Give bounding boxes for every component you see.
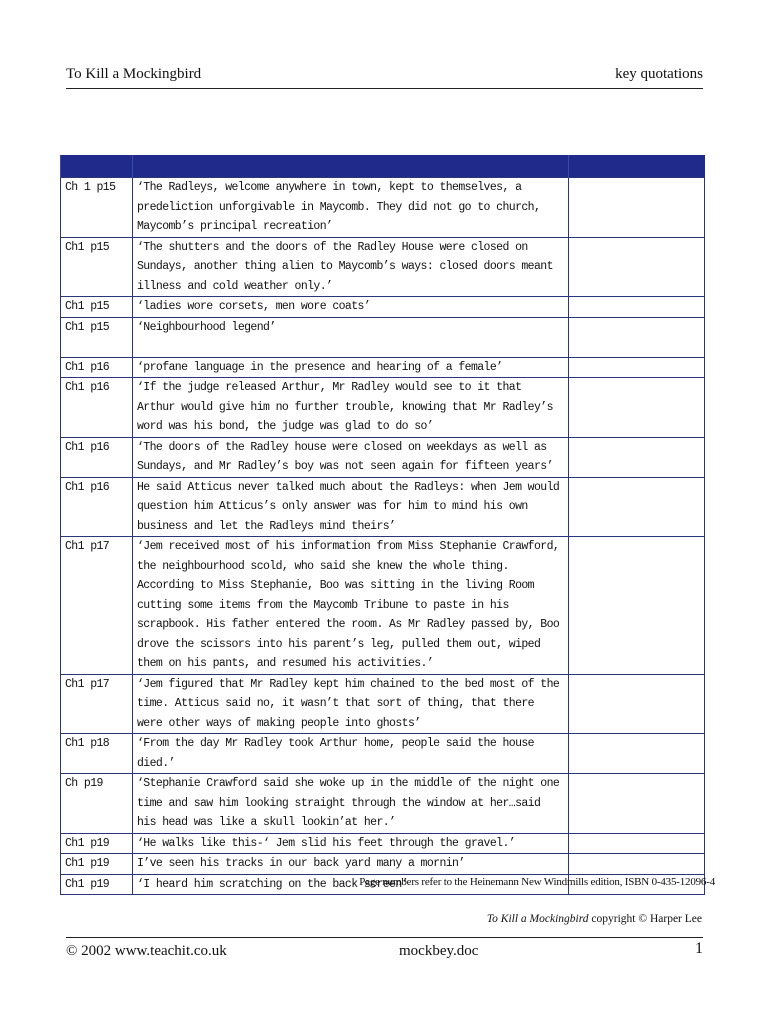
table-row — [61, 477, 705, 537]
table-row — [61, 854, 705, 875]
chapter-page-reference: Ch1 p18 — [61, 734, 133, 774]
chapter-page-reference: Ch1 p17 — [61, 537, 133, 675]
notes-cell[interactable] — [569, 774, 705, 834]
copyright-holder: copyright © Harper Lee — [588, 913, 702, 925]
notes-cell[interactable] — [569, 317, 705, 357]
document-title: To Kill a Mockingbird — [66, 66, 202, 82]
table-row — [61, 357, 705, 378]
notes-cell[interactable] — [569, 357, 705, 378]
table-row — [61, 437, 705, 477]
table-row — [61, 774, 705, 834]
notes-cell[interactable] — [569, 734, 705, 774]
footer-copyright: © 2002 www.teachit.co.uk — [66, 943, 227, 959]
header-cell-reference — [61, 155, 133, 178]
quotation-text: ‘If the judge released Arthur, Mr Radley would see to it that Arthur would give him no further trouble, knowing that Mr Radley’s word was his bond, the judge was glad to do so’ — [133, 378, 569, 438]
quotation-text: ‘The doors of the Radley house were closed on weekdays as well as Sundays, and Mr Radley’s boy was not seen again for fifteen years’ — [133, 437, 569, 477]
table-row — [61, 178, 705, 238]
table-row — [61, 297, 705, 318]
notes-cell[interactable] — [569, 477, 705, 537]
chapter-page-reference: Ch1 p15 — [61, 317, 133, 357]
chapter-page-reference: Ch p19 — [61, 774, 133, 834]
chapter-page-reference: Ch 1 p15 — [61, 178, 133, 238]
page-number: 1 — [695, 940, 703, 957]
chapter-page-reference: Ch1 p15 — [61, 237, 133, 297]
quotation-text: I’ve seen his tracks in our back yard many a mornin’ — [133, 854, 569, 875]
chapter-page-reference: Ch1 p19 — [61, 854, 133, 875]
copyright-line — [487, 913, 702, 925]
notes-cell[interactable] — [569, 833, 705, 854]
notes-cell[interactable] — [569, 378, 705, 438]
table-row — [61, 537, 705, 675]
quotation-text: ‘He walks like this-‘ Jem slid his feet through the gravel.’ — [133, 833, 569, 854]
notes-cell[interactable] — [569, 178, 705, 238]
chapter-page-reference: Ch1 p19 — [61, 833, 133, 854]
notes-cell[interactable] — [569, 854, 705, 875]
chapter-page-reference: Ch1 p16 — [61, 357, 133, 378]
copyright-book-title: To Kill a Mockingbird — [486, 913, 589, 925]
quotation-text: ‘profane language in the presence and hearing of a female’ — [133, 357, 569, 378]
notes-cell[interactable] — [569, 537, 705, 675]
table-row — [61, 674, 705, 734]
header-cell-notes — [569, 155, 705, 178]
quotation-text: ‘The shutters and the doors of the Radley House were closed on Sundays, another thing alien to Maycomb’s ways: closed doors meant illness and cold weather only.’ — [133, 237, 569, 297]
page-header — [66, 64, 703, 89]
document-subtitle: key quotations — [615, 66, 703, 82]
chapter-page-reference: Ch1 p15 — [61, 297, 133, 318]
chapter-page-reference: Ch1 p19 — [61, 874, 133, 895]
table-row — [61, 378, 705, 438]
quotation-text: ‘From the day Mr Radley took Arthur home, people said the house died.’ — [133, 734, 569, 774]
chapter-page-reference: Ch1 p17 — [61, 674, 133, 734]
quotation-text: ‘Neighbourhood legend’ — [133, 317, 569, 357]
quotation-text: He said Atticus never talked much about the Radleys: when Jem would question him Atticus’s only answer was for him to mind his own business and let the Radleys mind theirs’ — [133, 477, 569, 537]
quotations-table — [60, 155, 705, 895]
notes-cell[interactable] — [569, 237, 705, 297]
quotation-text: ‘Jem figured that Mr Radley kept him chained to the bed most of the time. Atticus said no, it wasn’t that sort of thing, that there were other ways of making people into ghosts’ — [133, 674, 569, 734]
chapter-page-reference: Ch1 p16 — [61, 477, 133, 537]
notes-cell[interactable] — [569, 437, 705, 477]
notes-cell[interactable] — [569, 297, 705, 318]
notes-cell[interactable] — [569, 674, 705, 734]
quotation-text: ‘Stephanie Crawford said she woke up in the middle of the night one time and saw him looking straight through the window at her…said his head was like a skull lookin’at her.’ — [133, 774, 569, 834]
table-row — [61, 237, 705, 297]
table-row — [61, 317, 705, 357]
edition-note: Page numbers refer to the Heinemann New Windmills edition, ISBN 0-435-12096-4 — [359, 876, 715, 888]
chapter-page-reference: Ch1 p16 — [61, 378, 133, 438]
quotation-text: ‘Jem received most of his information from Miss Stephanie Crawford, the neighbourhood scold, who said she knew the whole thing. According to Miss Stephanie, Boo was sitting in the living Room cutting some items from the Maycomb Tribune to paste in his scrapbook. His father entered the room. As Mr Radley passed by, Boo drove the scissors into his parent’s leg, pulled them out, wiped them on his pants, and resumed his activities.’ — [133, 537, 569, 675]
quotation-text: ‘The Radleys, welcome anywhere in town, kept to themselves, a predeliction unforgivable in Maycomb. They did not go to church, Maycomb’s principal recreation’ — [133, 178, 569, 238]
header-cell-quotation — [133, 155, 569, 178]
quotation-text: ‘I heard him scratching on the back screen’ — [133, 874, 569, 895]
quotation-text: ‘ladies wore corsets, men wore coats’ — [133, 297, 569, 318]
chapter-page-reference: Ch1 p16 — [61, 437, 133, 477]
table-header-row — [61, 155, 705, 178]
footer-filename: mockbey.doc — [399, 943, 479, 959]
page-footer — [66, 937, 703, 959]
table-row — [61, 734, 705, 774]
table-row — [61, 833, 705, 854]
